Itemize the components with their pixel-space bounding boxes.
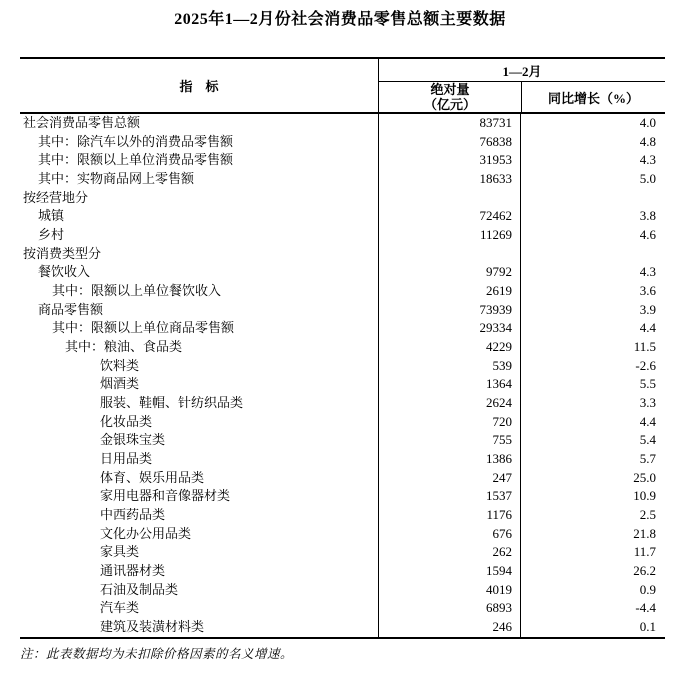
footnote: 注：此表数据均为未扣除价格因素的名义增速。: [20, 646, 294, 661]
row-label: 其中：实物商品网上零售额: [38, 171, 195, 187]
row-growth-value: 5.0: [520, 170, 665, 189]
row-absolute-value: 676: [378, 525, 520, 544]
row-absolute-value: 11269: [378, 226, 520, 245]
table-row: [20, 114, 665, 133]
table-row: [20, 506, 665, 525]
header-period: 1—2月: [379, 59, 665, 82]
header-absolute-line2: （亿元）: [423, 97, 476, 112]
row-absolute-value: 755: [378, 431, 520, 450]
row-label: 其中：限额以上单位餐饮收入: [52, 283, 222, 299]
row-label: 其中：粮油、食品类: [65, 339, 183, 355]
row-growth-value: 3.3: [520, 394, 665, 413]
row-label: 中西药品类: [100, 507, 166, 523]
row-growth-value: 0.9: [520, 581, 665, 600]
row-growth-value: 11.5: [520, 338, 665, 357]
table-row: [20, 431, 665, 450]
row-label: 商品零售额: [38, 301, 104, 317]
row-label: 其中：除汽车以外的消费品零售额: [38, 133, 234, 149]
row-absolute-value: 1386: [378, 450, 520, 469]
row-absolute-value: 4019: [378, 581, 520, 600]
table-row: [20, 581, 665, 600]
row-label: 服装、鞋帽、针纺织品类: [100, 395, 244, 411]
header-period-group: [378, 59, 665, 112]
row-absolute-value: 1176: [378, 506, 520, 525]
row-growth-value: 4.4: [520, 413, 665, 432]
table-header: [20, 59, 665, 114]
table-row: [20, 282, 665, 301]
row-growth-value: 3.6: [520, 282, 665, 301]
row-growth-value: -4.4: [520, 599, 665, 618]
row-absolute-value: 246: [378, 618, 520, 637]
row-label: 烟酒类: [100, 376, 140, 392]
row-growth-value: 4.3: [520, 151, 665, 170]
row-absolute-value: 2624: [378, 394, 520, 413]
row-label: 饮料类: [100, 357, 140, 373]
table-row: [20, 562, 665, 581]
row-absolute-value: 539: [378, 357, 520, 376]
table-row: [20, 133, 665, 152]
table-row: [20, 375, 665, 394]
table-row: [20, 226, 665, 245]
row-label: 按消费类型分: [23, 245, 102, 261]
row-label: 石油及制品类: [100, 581, 179, 597]
table-body: [20, 114, 665, 637]
row-growth-value: 0.1: [520, 618, 665, 637]
table-row: [20, 599, 665, 618]
row-absolute-value: 31953: [378, 151, 520, 170]
row-absolute-value: 9792: [378, 263, 520, 282]
row-growth-value: 10.9: [520, 487, 665, 506]
row-absolute-value: 18633: [378, 170, 520, 189]
row-label: 家具类: [100, 544, 140, 560]
table-row: [20, 189, 665, 208]
page-title: 2025年1—2月份社会消费品零售总额主要数据: [174, 11, 506, 28]
header-growth: 同比增长（%）: [521, 82, 665, 112]
row-growth-value: -2.6: [520, 357, 665, 376]
row-label: 餐饮收入: [38, 264, 91, 280]
row-absolute-value: 1537: [378, 487, 520, 506]
row-label: 家用电器和音像器材类: [100, 488, 231, 504]
row-label: 社会消费品零售总额: [23, 115, 141, 130]
row-growth-value: 25.0: [520, 469, 665, 488]
row-label: 文化办公用品类: [100, 525, 192, 541]
row-label: 按经营地分: [23, 189, 89, 205]
row-growth-value: 5.7: [520, 450, 665, 469]
table-row: [20, 618, 665, 637]
header-absolute-value: [379, 82, 521, 112]
row-absolute-value: 1364: [378, 375, 520, 394]
row-growth-value: 5.5: [520, 375, 665, 394]
row-growth-value: 4.8: [520, 133, 665, 152]
row-growth-value: 26.2: [520, 562, 665, 581]
row-absolute-value: 720: [378, 413, 520, 432]
table-row: [20, 170, 665, 189]
row-growth-value: 4.6: [520, 226, 665, 245]
table-row: [20, 469, 665, 488]
row-growth-value: 21.8: [520, 525, 665, 544]
table-row: [20, 543, 665, 562]
row-label: 金银珠宝类: [100, 432, 166, 448]
row-growth-value: 5.4: [520, 431, 665, 450]
row-label: 汽车类: [100, 600, 140, 616]
table-row: [20, 450, 665, 469]
row-growth-value: 4.3: [520, 263, 665, 282]
row-growth-value: [520, 189, 665, 208]
row-label: 日用品类: [100, 451, 153, 467]
row-label: 其中：限额以上单位消费品零售额: [38, 152, 234, 168]
row-absolute-value: 4229: [378, 338, 520, 357]
row-label: 建筑及装潢材料类: [100, 619, 205, 635]
row-absolute-value: 29334: [378, 319, 520, 338]
row-absolute-value: 73939: [378, 301, 520, 320]
table-row: [20, 245, 665, 264]
header-absolute-line1: 绝对量: [430, 82, 470, 97]
row-absolute-value: 1594: [378, 562, 520, 581]
table-row: [20, 525, 665, 544]
row-label: 化妆品类: [100, 413, 153, 429]
table-row: [20, 487, 665, 506]
row-absolute-value: 6893: [378, 599, 520, 618]
row-label: 体育、娱乐用品类: [100, 469, 205, 485]
row-absolute-value: [378, 189, 520, 208]
row-growth-value: 3.8: [520, 207, 665, 226]
row-growth-value: [520, 245, 665, 264]
row-absolute-value: 83731: [378, 114, 520, 133]
row-label: 城镇: [38, 208, 65, 224]
table-row: [20, 207, 665, 226]
row-absolute-value: [378, 245, 520, 264]
row-growth-value: 2.5: [520, 506, 665, 525]
table-row: [20, 413, 665, 432]
row-growth-value: 3.9: [520, 301, 665, 320]
row-absolute-value: 76838: [378, 133, 520, 152]
row-label: 其中：限额以上单位商品零售额: [52, 320, 235, 336]
row-label: 乡村: [38, 227, 65, 243]
row-label: 通讯器材类: [100, 563, 166, 579]
table-row: [20, 319, 665, 338]
data-table: [20, 57, 665, 639]
table-row: [20, 151, 665, 170]
table-row: [20, 338, 665, 357]
table-row: [20, 263, 665, 282]
row-growth-value: 11.7: [520, 543, 665, 562]
header-subcolumns: [379, 82, 665, 112]
row-growth-value: 4.0: [520, 114, 665, 133]
table-row: [20, 301, 665, 320]
table-row: [20, 394, 665, 413]
row-absolute-value: 2619: [378, 282, 520, 301]
header-indicator: 指 标: [179, 79, 219, 94]
row-absolute-value: 72462: [378, 207, 520, 226]
table-row: [20, 357, 665, 376]
row-absolute-value: 247: [378, 469, 520, 488]
row-growth-value: 4.4: [520, 319, 665, 338]
row-absolute-value: 262: [378, 543, 520, 562]
